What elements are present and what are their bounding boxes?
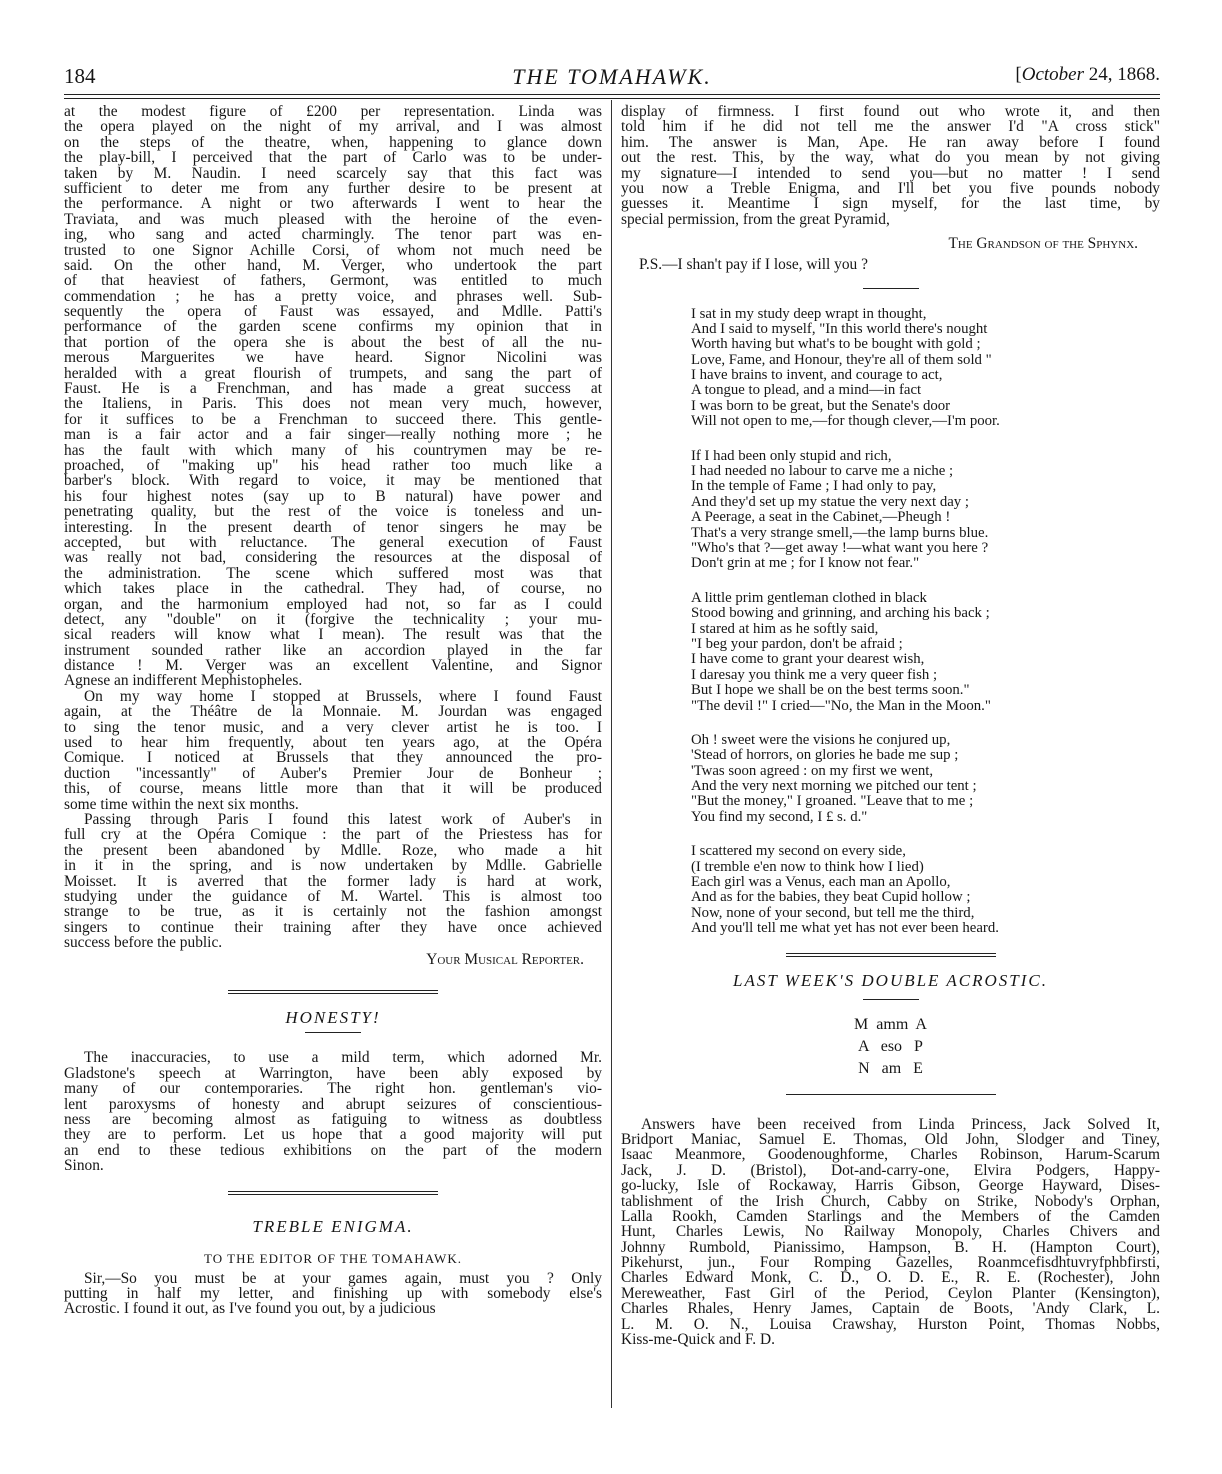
article-line: the opera played on the night of my arrival, and I was almost [64,118,602,136]
honesty-title: HONESTY! [285,1008,381,1028]
answers-line: Bridport Maniac, Samuel E. Thomas, Old John, Slodger and Tiney, [621,1130,1160,1148]
verse-line: (I tremble e'en now to think how I lied) [691,858,924,875]
article-line: detect, any "double" on it (forgive the technicality ; your mu- [64,610,602,628]
article-line: heralded with a great flourish of trumpets, and sang the part of [64,364,602,382]
right-column [621,104,1160,1347]
verse-line: If I had been only stupid and rich, [691,447,892,464]
enigma-title: TREBLE ENIGMA. [252,1216,414,1236]
answers-line: tablishment of the Irish Church, Cabby on Strike, Nobody's Orphan, [621,1192,1160,1210]
verse-line: Now, none of your second, but tell me the third, [691,904,975,921]
article-line: ing, who sang and acted charmingly. The tenor part was en- [64,226,602,244]
left-column [64,104,602,1317]
article-line: organ, and the harmonium employed had not, so far as I could [64,595,602,613]
letter-line: you now a Treble Enigma, and I'll bet you five pounds nobody [621,179,1160,197]
letter-continuation [621,104,1160,227]
article-line: Comique. I noticed at Brussels that they announced the pro- [64,749,602,767]
article-line: this, of course, means little more than that it will be produced [64,780,602,798]
letter-line: told him if he did not tell me the answer I'd "A cross stick" [621,118,1160,136]
article-line: again, at the Théâtre de la Monnaie. M. Jourdan was engaged [64,703,602,721]
article-line: the Italiens, in Paris. This does not mean very much, however, [64,395,602,413]
verse-line: I have come to grant your dearest wish, [691,651,925,668]
header-rule-top [64,94,1160,95]
article-line: trusted to one Signor Achille Corsi, of whom not much need be [64,241,602,259]
article-line: in it in the spring, and is now undertaken by Mdlle. Gabrielle [64,857,602,875]
verse-stanza [621,733,1160,825]
answers-line: Kiss-me-Quick and F. D. [621,1331,775,1349]
date-bracket: [ [1015,64,1022,85]
article-line: to sing the tenor music, and a very clever artist he is too. I [64,718,602,736]
article-line: Agnese an indifferent Mephistopheles. [64,672,303,690]
article-line: was really not bad, considering the resources at the disposal of [64,549,602,567]
article-line: at the modest figure of £200 per representation. Linda was [64,103,602,120]
header-rule-bottom [64,98,1160,99]
answers-line: Hunt, Charles Lewis, No Railway Monopoly, Charles Chivers and [621,1223,1160,1241]
verse-line: "The devil !" I cried—"No, the Man in the Moon." [691,697,991,714]
enigma-line: Acrostic. I found it out, as I've found you out, by a judicious [64,1300,436,1318]
verse-line: "But the money," I groaned. "Leave that to me ; [691,793,974,810]
verse-line: I stared at him as he softly said, [691,620,879,637]
letter-line: him. The answer is Man, Ape. He ran away before I found [621,133,1160,151]
verse-stanza [621,449,1160,572]
answers-list [621,1117,1160,1348]
verse-line: And I said to myself, "In this world there's nought [691,320,988,337]
honesty-article [64,1050,602,1173]
letter-line: my signature—I intended to send you—but no matter ! I send [621,164,1160,182]
article-line: penetrating quality, but the rest of the voice is toneless and un- [64,503,602,521]
article-line: used to hear him frequently, about ten years ago, at the Opéra [64,734,602,752]
verse-line: I was born to be great, but the Senate's door [691,397,951,414]
article-line: barber's block. With regard to voice, it may be mentioned that [64,472,602,490]
verse-line: That's a very strange smell,—the lamp burns blue. [691,524,989,541]
article-line: has the fault with which many of his countrymen may be re- [64,441,602,459]
verse-stanza [621,307,1160,430]
article-line: studying under the guidance of M. Wartel. This is almost too [64,887,602,905]
page-number: 184 [64,64,96,88]
verse-line: "Who's that ?—get away !—what want you here ? [691,539,989,556]
article-line: sequently the opera of Faust was essayed, and Mdlle. Patti's [64,303,602,321]
article-line: the play-bill, I perceived that the part of Carlo was to be under- [64,149,602,167]
answers-line: Isaac Meanmore, Goodenoughforme, Charles Robinson, Harum-Scarum [621,1146,1160,1164]
article-line: Moisset. It is averred that the former lady is hard at work, [64,872,602,890]
verse-line: Worth having but what's to be bought with gold ; [691,336,981,353]
verse-line: In the temple of Fame ; I had only to pay, [691,478,937,495]
honesty-line: Gladstone's speech at Warrington, have been ably exposed by [64,1064,602,1082]
enigma-line: putting in half my letter, and finishing up with somebody else's [64,1285,602,1302]
enigma-verses [621,307,1160,937]
honesty-line: lent paroxysms of honesty and abrupt seizures of conscientious- [64,1095,602,1113]
article-line: strange to be true, as it is certainly not the fashion amongst [64,903,602,921]
article-line: interesting. In the present dearth of tenor singers he may be [64,518,602,536]
acrostic-row: A eso P [858,1037,923,1055]
verse-stanza [621,844,1160,936]
letter-line: special permission, from the great Pyramid, [621,210,890,228]
article-line: full cry at the Opéra Comique : the part of the Priestess has for [64,826,602,844]
article-line: proached, of "making up" his head rather too much like a [64,456,602,474]
article-line: said. On the other hand, M. Verger, who undertook the part [64,256,602,274]
article-line: the performance. A night or two afterwards I went to hear the [64,195,602,213]
verse-line: Stood bowing and grinning, and arching his back ; [691,605,990,622]
verse-line: And as for the babies, they beat Cupid hollow ; [691,889,971,906]
honesty-line: The inaccuracies, to use a mild term, which adorned Mr. [84,1049,602,1067]
article-line: on the steps of the theatre, when, happening to glance down [64,133,602,151]
masthead-title: THE TOMAHAWK. [512,64,712,89]
verse-line: I have brains to invent, and courage to act, [691,367,943,384]
verse-line: And the very next morning we pitched our tent ; [691,778,977,795]
verse-line: And they'd set up my statue the very next day ; [691,493,969,510]
enigma-line: Sir,—So you must be at your games again, must you ? Only [84,1269,602,1287]
postscript: P.S.—I shan't pay if I lose, will you ? [639,256,868,274]
article-line: merous Marguerites we have heard. Signor Nicolini was [64,349,602,367]
verse-line: A little prim gentleman clothed in black [691,589,927,606]
article-line: some time within the next six months. [64,795,299,813]
verse-line: I had needed no labour to carve me a niche ; [691,463,954,480]
letter-line: guesses it. Meantime I sign myself, for the last time, by [621,195,1160,213]
answers-line: Answers have been received from Linda Princess, Jack Solved It, [641,1115,1160,1133]
honesty-line: many of our contemporaries. The right hon. gentleman's vio- [64,1080,602,1098]
article-line: instrument sounded rather like an accordion played in the far [64,641,602,659]
letter-line: display of firmness. I first found out who wrote it, and then [621,103,1160,120]
verse-line: You find my second, I £ s. d." [691,808,868,825]
honesty-line: they are to perform. Let us hope that a good majority will put [64,1126,602,1144]
answers-line: Jack, J. D. (Bristol), Dot-and-carry-one, Elvira Podgers, Happy- [621,1161,1160,1179]
acrostic-solution [621,1014,1160,1080]
verse-line: Oh ! sweet were the visions he conjured up, [691,731,951,748]
article-line: singers to continue their training after they have once achieved [64,918,602,936]
page-header [64,64,1160,92]
enigma-letter [64,1271,602,1317]
article-line: for it suffices to be a Frenchman to succeed there. This gentle- [64,410,602,428]
verse-line: "I beg your pardon, don't be afraid ; [691,635,903,652]
verse-line: 'Twas soon agreed : on my first we went, [691,762,934,779]
verse-line: And you'll tell me what yet has not ever been heard. [691,920,999,937]
article-line: Faust. He is a Frenchman, and has made a great success at [64,380,602,398]
article-line: Passing through Paris I found this latest work of Auber's in [84,810,602,828]
verse-line: Each girl was a Venus, each man an Apollo, [691,874,951,891]
enigma-subtitle: TO THE EDITOR OF THE TOMAHAWK. [204,1250,462,1266]
article-line: accepted, but with reluctance. The general execution of Faust [64,533,602,551]
verse-line: Will not open to me,—for though clever,—I'm poor. [691,413,1000,430]
article-line: success before the public. [64,934,223,952]
answers-line: L. M. O. N., Louisa Crawshay, Hurston Point, Thomas Nobbs, [621,1315,1160,1333]
article-line: his four highest notes (say up to B natural) have power and [64,487,602,505]
article-line: duction "incessantly" of Auber's Premier Jour de Bonheur ; [64,764,602,782]
article-signature: Your Musical Reporter. [426,951,584,969]
article-line: sufficient to deter me from any further desire to be present at [64,179,602,197]
article-line: that portion of the opera she is about the best of all the nu- [64,333,602,351]
honesty-line: ness are becoming almost as fatiguing to witness as doubtless [64,1111,602,1129]
verse-stanza [621,591,1160,714]
verse-line: Love, Fame, and Honour, they're all of them sold " [691,351,992,368]
acrostic-row: N am E [858,1059,923,1077]
answers-line: Charles Rhales, Henry James, Captain de Boots, 'Andy Clark, L. [621,1300,1160,1318]
letter-signature: The Grandson of the Sphynx. [948,235,1138,253]
honesty-line: an end to these tedious exhibitions on the part of the modern [64,1141,602,1159]
article-line: the present been abandoned by Mdlle. Roze, who made a hit [64,841,602,859]
answers-line: Pikehurst, jun., Four Romping Gazelles, Roanmcefisdhtuvryfphbfirsti, [621,1254,1160,1272]
article-line: On my way home I stopped at Brussels, where I found Faust [84,687,602,705]
answers-line: Mereweather, Fast Girl of the Period, Ceylon Planter (Kensington), [621,1284,1160,1302]
verse-line: I daresay you think me a very queer fish ; [691,666,938,683]
answers-line: Johnny Rumbold, Pianissimo, Hampson, B. H. (Hampton Court), [621,1238,1160,1256]
verse-line: A tongue to plead, and a mind—in fact [691,382,922,399]
column-divider [611,100,612,1408]
letter-line: out the rest. This, by the way, what do you mean by not giving [621,149,1160,167]
verse-line: Don't grin at me ; for I know not fear." [691,555,920,572]
answers-line: Charles Edward Monk, C. D., O. D. E., R. E. (Rochester), John [621,1269,1160,1287]
article-line: distance ! M. Verger was an excellent Valentine, and Signor [64,657,602,675]
verse-line: But I hope we shall be on the best terms soon." [691,682,970,699]
answers-line: Lalla Rookh, Camden Starlings and the Members of the Camden [621,1207,1160,1225]
date-month: October [1021,64,1084,85]
honesty-line: Sinon. [64,1157,104,1175]
article-line: which takes place in the cathedral. They had, of course, no [64,580,602,598]
musical-report-article [64,104,602,950]
article-line: of that heaviest of fathers, Germont, was entitled to much [64,272,602,290]
article-line: performance of the garden scene confirms my opinion that in [64,318,602,336]
verse-line: I sat in my study deep wrapt in thought, [691,305,927,322]
article-line: man is a fair actor and a fair singer—really nothing more ; he [64,426,602,444]
article-line: commendation ; he has a pretty voice, and phrases well. Sub- [64,287,602,305]
acrostic-row: M amm A [854,1015,927,1033]
issue-date [1015,64,1160,86]
article-line: taken by M. Naudin. I need scarcely say that this fact was [64,164,602,182]
date-rest: 24, 1868. [1084,64,1160,85]
article-line: sical readers will know what I mean). The result was that the [64,626,602,644]
article-line: the administration. The scene which suffered most was that [64,564,602,582]
verse-line: 'Stead of horrors, on glories he bade me sup ; [691,747,959,764]
verse-line: I scattered my second on every side, [691,843,906,860]
verse-line: A Peerage, a seat in the Cabinet,—Pheugh ! [691,509,951,526]
acrostic-title: LAST WEEK'S DOUBLE ACROSTIC. [733,970,1048,990]
answers-line: go-lucky, Isle of Rockaway, Harris Gibson, George Hayward, Dises- [621,1177,1160,1195]
article-line: Traviata, and was much pleased with the heroine of the even- [64,210,602,228]
